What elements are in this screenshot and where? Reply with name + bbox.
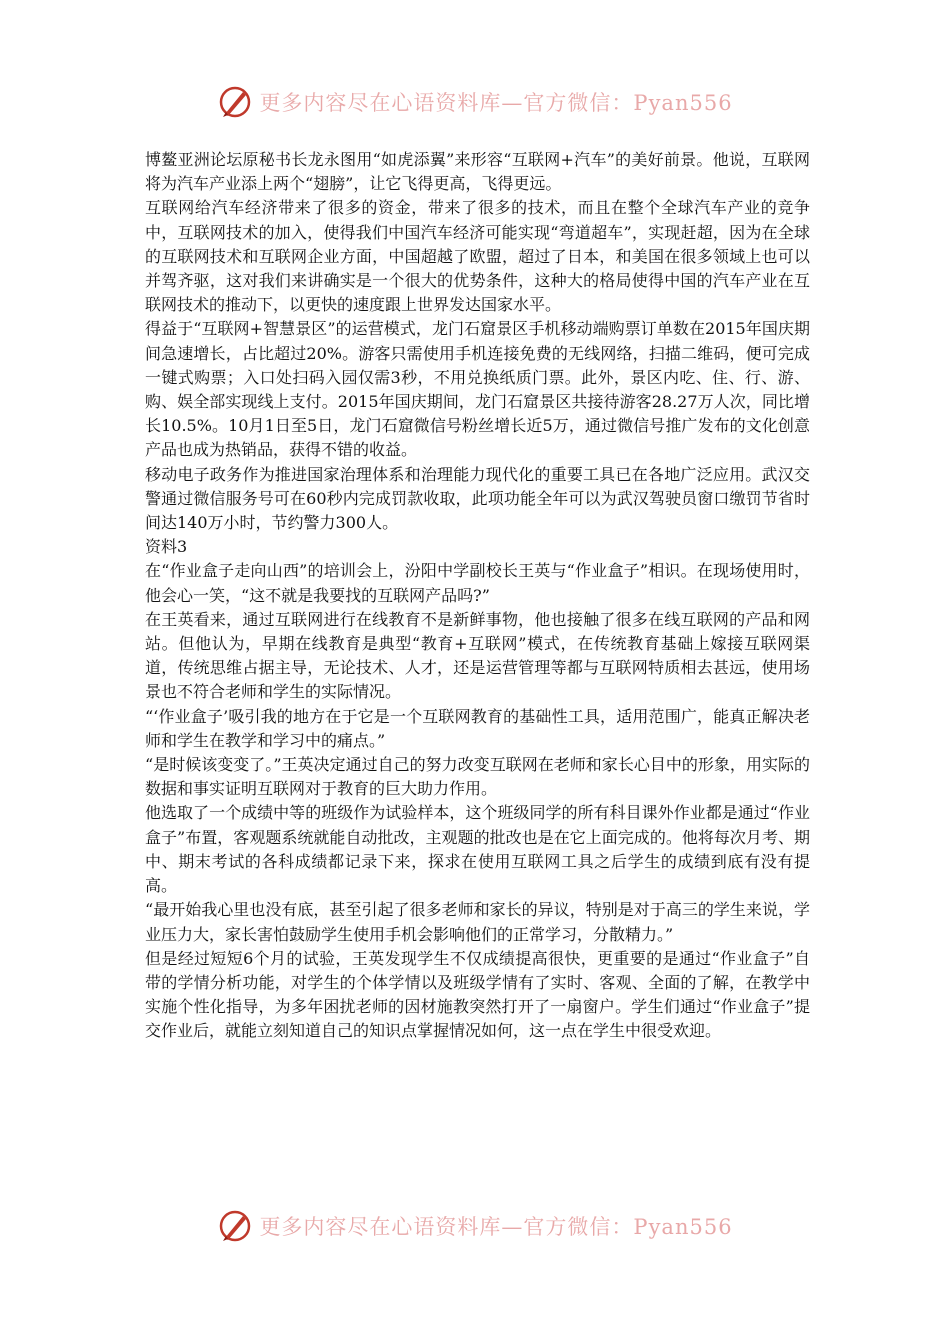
paragraph: 在王英看来，通过互联网进行在线教育不是新鲜事物，他也接触了很多在线互联网的产品和网站。但他认为，早期在线教育是典型“教育+互联网”模式，在传统教育基础上嫁接互联网渠道，传统思维占据主导，无论技术、人才，还是运营管理等都与互联网特质相去甚远，使用场景也不符合老师和学生的实际情况。 xyxy=(145,609,810,702)
pen-logo-icon xyxy=(217,1208,253,1244)
paragraph: 博鳌亚洲论坛原秘书长龙永图用“如虎添翼”来形容“互联网+汽车”的美好前景。他说，互联网将为汽车产业添上两个“翅膀”，让它飞得更高，飞得更远。 xyxy=(145,150,810,194)
pen-logo-icon xyxy=(217,84,253,120)
header-banner-text: 更多内容尽在心语资料库—官方微信：Pyan556 xyxy=(259,91,733,115)
document-body xyxy=(145,148,810,1044)
paragraph: “是时候该变变了。”王英决定通过自己的努力改变互联网在老师和家长心目中的形象，用实际的数据和事实证明互联网对于教育的巨大助力作用。 xyxy=(145,755,810,799)
paragraph: 在“作业盒子走向山西”的培训会上，汾阳中学副校长王英与“作业盒子”相识。在现场使用时，他会心一笑，“这不就是我要找的互联网产品吗?” xyxy=(145,561,810,605)
header-banner xyxy=(0,82,950,122)
paragraph: 他选取了一个成绩中等的班级作为试验样本，这个班级同学的所有科目课外作业都是通过“作业盒子”布置，客观题系统就能自动批改，主观题的批改也是在它上面完成的。他将每次月考、期中、期末考试的各科成绩都记录下来，探求在使用互联网工具之后学生的成绩到底有没有提高。 xyxy=(145,803,810,896)
paragraph: 移动电子政务作为推进国家治理体系和治理能力现代化的重要工具已在各地广泛应用。武汉交警通过微信服务号可在60秒内完成罚款收取，此项功能全年可以为武汉驾驶员窗口缴罚节省时间达140万小时，节约警力300人。 xyxy=(145,464,810,533)
footer-banner xyxy=(0,1206,950,1246)
paragraph: “最开始我心里也没有底，甚至引起了很多老师和家长的异议，特别是对于高三的学生来说，学业压力大，家长害怕鼓励学生使用手机会影响他们的正常学习，分散精力。” xyxy=(145,900,810,944)
footer-banner-text: 更多内容尽在心语资料库—官方微信：Pyan556 xyxy=(259,1215,733,1239)
section-heading: 资料3 xyxy=(145,537,188,557)
paragraph: 互联网给汽车经济带来了很多的资金，带来了很多的技术，而且在整个全球汽车产业的竞争中，互联网技术的加入，使得我们中国汽车经济可能实现“弯道超车”，实现赶超，因为在全球的互联网技术和互联网企业方面，中国超越了欧盟，超过了日本，和美国在很多领域上也可以并驾齐驱，这对我们来讲确实是一个很大的优势条件，这种大的格局使得中国的汽车产业在互联网技术的推动下，以更快的速度跟上世界发达国家水平。 xyxy=(145,198,810,315)
paragraph: 但是经过短短6个月的试验，王英发现学生不仅成绩提高很快，更重要的是通过“作业盒子”自带的学情分析功能，对学生的个体学情以及班级学情有了实时、客观、全面的了解，在教学中实施个性化指导，为多年困扰老师的因材施教突然打开了一扇窗户。学生们通过“作业盒子”提交作业后，就能立刻知道自己的知识点掌握情况如何，这一点在学生中很受欢迎。 xyxy=(145,948,810,1041)
paragraph: “‘作业盒子’吸引我的地方在于它是一个互联网教育的基础性工具，适用范围广，能真正解决老师和学生在教学和学习中的痛点。” xyxy=(145,706,810,750)
paragraph: 得益于“互联网+智慧景区”的运营模式，龙门石窟景区手机移动端购票订单数在2015年国庆期间急速增长，占比超过20%。游客只需使用手机连接免费的无线网络，扫描二维码，便可完成一键式购票；入口处扫码入园仅需3秒，不用兑换纸质门票。此外，景区内吃、住、行、游、购、娱全部实现线上支付。2015年国庆期间，龙门石窟景区共接待游客28.27万人次，同比增长10.5%。10月1日至5日，龙门石窟微信号粉丝增长近5万，通过微信号推广发布的文化创意产品也成为热销品，获得不错的收益。 xyxy=(145,319,810,460)
